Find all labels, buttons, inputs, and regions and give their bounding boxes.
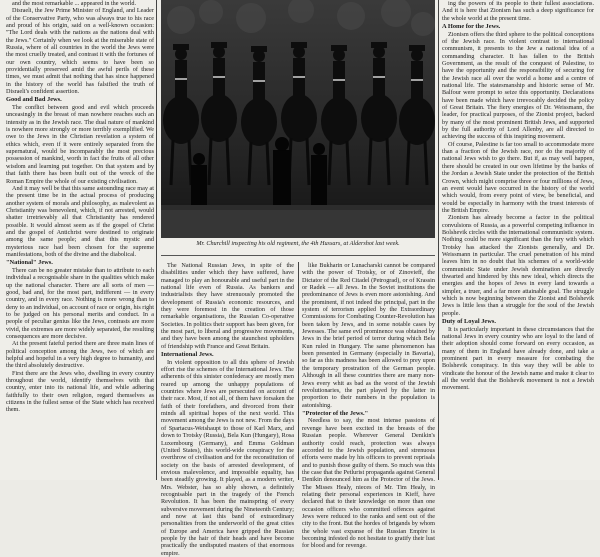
paragraph: Needless to say, the most intense passions of revenge have been excited in the breasts of the Russian people. Wherever General Denikin's authority could reach, protection was always accorded to the Jewish population, and strenuous efforts were made by his officers to prevent reprisals and to punish those guilty of them. So much was this the case that the Petlurist propaganda against General Denikin denounced him as the Protector of the Jews. The Misses Healy, nieces of Mr. Tim Healy, in relating their personal experiences in Kieff, have declared that to their knowledge on more than one occasion officers who committed offences against Jews were reduced to the ranks and sent out of the city to the front. But the hordes of brigands by whom the whole vast expanse of the Russian Empire is becoming infested do not hesitate to gratify their lust for blood and for revenge.	[302, 417, 435, 550]
paragraph: It is particularly important in these circumstances that the national Jews in every country who are loyal to the land of their adoption should come forward on every occasion, as many of them in England have already done, and take a prominent part in every measure for combating the Bolshevik conspiracy. In this way they will be able to vindicate the honour of the Jewish name and make it clear to all the world that the Bolshevik movement is not a Jewish movement.	[442, 325, 594, 392]
column-4	[442, 0, 594, 480]
news-photograph	[161, 0, 435, 238]
column-2	[161, 262, 294, 557]
paragraph: The conflict between good and evil which proceeds unceasingly in the breast of man nowhere reaches such an intensity as in the Jewish race. The dual nature of mankind is nowhere more strongly or more terribly exemplified. We owe to the Jews in the Christian revelation a system of ethics which, even if it were entirely separated from the supernatural, would be incomparably the most precious possession of mankind, worth in fact the fruits of all other wisdom and learning put together. On that system and by that faith there has been built out of the wreck of the Roman Empire the whole of our existing civilisation.	[6, 104, 154, 185]
paragraph: Of course, Palestine is far too small to accommodate more than a fraction of the Jewish race, nor do the majority of national Jews wish to go there. But if, as may well happen, there should be created in our own lifetime by the banks of the Jordan a Jewish State under the protection of the British Crown, which might comprise three or four millions of Jews, an event would have occurred in the history of the world which would, from every point of view, be beneficial, and would be especially in harmony with the truest interests of the British Empire.	[442, 140, 594, 214]
paragraph: In violent opposition to all this sphere of Jewish effort rise the schemes of the International Jews. The adherents of this sinister confederacy are mostly men reared up among the unhappy populations of countries where Jews are persecuted on account of their race. Most, if not all, of them have forsaken the faith of their forefathers, and divorced from their minds all spiritual hopes of the next world. This movement among the Jews is not new. From the days of Spartacus-Weishaupt to those of Karl Marx, and down to Trotsky (Russia), Bela Kun (Hungary), Rosa Luxembourg (Germany), and Emma Goldman (United States), this world-wide conspiracy for the overthrow of civilisation and for the reconstitution of society on the basis of arrested development, of envious malevolence, and impossible equality, has been steadily growing. It played, as a modern writer, Mrs. Webster, has so ably shown, a definitely recognisable part in the tragedy of the French Revolution. It has been the mainspring of every subversive movement during the Nineteenth Century; and now at last this band of extraordinary personalities from the underworld of the great cities of Europe and America have gripped the Russian people by the hair of their heads and have become practically the undisputed masters of that enormous empire.	[161, 358, 294, 557]
section-heading: A Home for the Jews.	[442, 23, 501, 31]
paragraph: There can be no greater mistake than to attribute to each individual a recognisable share in the qualities which make up the national character. There are all sorts of men — good, bad and, for the most part, indifferent — in every country, and in every race. Nothing is more wrong than to deny to an individual, on account of race or origin, his right to be judged on his personal merits and conduct. In a people of peculiar genius like the Jews, contrasts are more vivid, the extremes are more widely separated, the resulting consequences are more decisive.	[6, 266, 154, 340]
section-heading: "National" Jews.	[6, 259, 53, 267]
section-heading: Good and Bad Jews.	[6, 96, 62, 104]
paragraph: Zionism offers the third sphere to the political conceptions of the Jewish race. In violent contrast to international communism, it presents to the Jew a national idea of a commanding character. It has fallen to the British Government, as the result of the conquest of Palestine, to have the opportunity and the responsibility of securing for the Jewish race all over the world a home and a centre of national life. The statesmanship and historic sense of Mr. Balfour were prompt to seize this opportunity. Declarations have been made which have irrevocably decided the policy of Great Britain. The fiery energies of Dr. Weissmann, the leader, for practical purposes, of the Zionist project, backed by many of the most prominent British Jews, and supported by the full authority of Lord Allenby, are all directed to achieving the success of this inspiring movement.	[442, 30, 594, 141]
paragraph: ing the powers of its people to their fullest associations. And it is here that Zionism has such a deep significance for the whole world at the present time.	[442, 0, 594, 22]
column-3	[302, 262, 435, 550]
column-1	[6, 0, 154, 480]
section-heading: "Protector of the Jews."	[302, 409, 369, 417]
paragraph: The National Russian Jews, in spite of the disabilities under which they have suffered, have managed to play an honourable and useful part in the national life even of Russia. As bankers and industrialists they have strenuously promoted the development of Russia's economic resources, and they were foremost in the creation of those remarkable organisations, the Russian Co-operative Societies. In politics their support has been given, for the most part, to liberal and progressive movements, and they have been among the staunchest upholders of friendship with France and Great Britain.	[161, 262, 294, 350]
photo-illustration	[161, 0, 435, 238]
section-heading: Duty of Loyal Jews.	[442, 318, 496, 326]
column-rule	[438, 0, 439, 480]
paragraph: Disraeli, the Jew Prime Minister of England, and Leader of the Conservative Party, who was always true to his race and proud of his origin, said on a well-known occasion: "The Lord deals with the nations as the nations deal with the Jews." Certainly when we look at the miserable state of Russia, where of all countries in the world the Jews were the most cruelly treated, and contrast it with the fortunes of our own country, which seems to have been so providentially preserved amid the awful perils of these times, we must admit that nothing that has since happened in the history of the world has falsified the truth of Disraeli's confident assertion.	[6, 7, 154, 96]
caption-rule	[161, 255, 435, 256]
paragraph: and the most remarkable ... appeared in the world.	[12, 0, 137, 7]
section-heading: International Jews.	[161, 351, 214, 359]
paragraph: First there are the Jews who, dwelling in every country throughout the world, identify themselves with that country, enter into its national life, and while adhering faithfully to their own religion, regard themselves as citizens in the fullest sense of the State which has received them.	[6, 369, 154, 414]
column-rule	[156, 0, 157, 480]
paragraph: At the present fateful period there are three main lines of political conception among the Jews, two of which are helpful and hopeful in a very high degree to humanity, and the third absolutely destructive.	[6, 340, 154, 370]
paragraph: Zionism has already become a factor in the political convulsions of Russia, as a powerful competing influence in Bolshevik circles with the international communistic system. Nothing could be more significant than the fury with which Trotsky has attacked the Zionists generally, and Dr. Weissmann in particular. The cruel penetration of his mind leaves him in no doubt that his schemes of a world-wide communistic State under Jewish domination are directly thwarted and hindered by this new ideal, which directs the energies and the hopes of Jews in every land towards a simpler, a truer, and a far more attainable goal. The struggle which is now beginning between the Zionist and Bolshevik Jews is little less than a struggle for the soul of the Jewish people.	[442, 214, 594, 317]
paragraph: like Bukharin or Lunacharski cannot be compared with the power of Trotsky, or of Zinovieff, the Dictator of the Red Citadel (Petrograd), or of Krassin or Radek — all Jews. In the Soviet institutions the predominance of Jews is even more astonishing. And the prominent, if not indeed the principal, part in the system of terrorism applied by the Extraordinary Commissions for Combating Counter-Revolution has been taken by Jews, and in some notable cases by Jewesses. The same evil prominence was obtained by Jews in the brief period of terror during which Bela Kun ruled in Hungary. The same phenomenon has been presented in Germany (especially in Bavaria), so far as this madness has been allowed to prey upon the temporary prostration of the German people. Although in all these countries there are many non-Jews every whit as bad as the worst of the Jewish revolutionaries, the part played by the latter in proportion to their numbers in the population is astonishing.	[302, 262, 435, 409]
column-rule	[298, 262, 299, 480]
paragraph: And it may well be that this same astounding race may at the present time be in the actual process of producing another system of morals and philosophy, as malevolent as Christianity was benevolent, which, if not arrested, would shatter irretrievably all that Christianity has rendered possible. It would almost seem as if the gospel of Christ and the gospel of Antichrist were destined to originate among the same people; and that this mystic and mysterious race had been chosen for the supreme manifestations, both of the divine and the diabolical.	[6, 184, 154, 258]
photo-caption: Mr. Churchill inspecting his old regiment, the 4th Hussars, at Aldershot last week.	[196, 240, 400, 247]
